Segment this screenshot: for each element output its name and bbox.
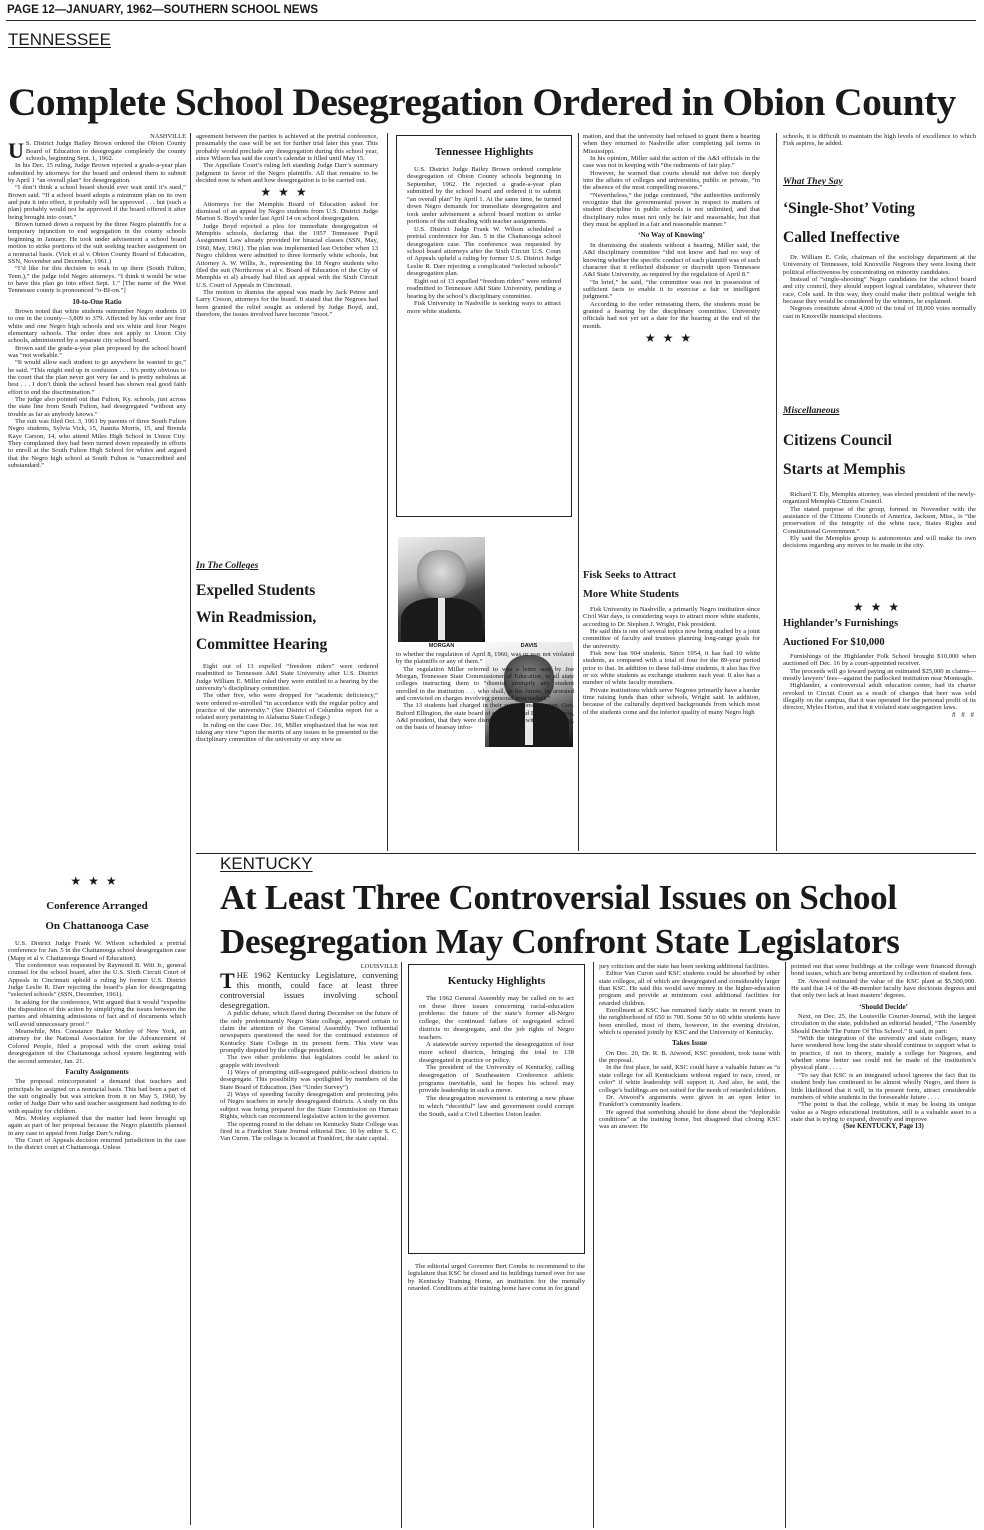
paragraph: Fisk now has 904 students. Since 1954, it has had 10 white students, as compared with a total of four for the 89-year period prior to that. In addition to these full-time students, it also has five or six white students as exchange students each year. It also has a number of white faculty members. bbox=[583, 650, 760, 687]
paragraph: A statewide survey reported the desegregation of four more school districts, bringing the total to 138 desegregated in practice or policy. bbox=[419, 1041, 574, 1064]
paragraph: Dr. William E. Cole, chairman of the sociology department at the University of Tennessee, told Knoxville Negroes they were losing their political effectiveness by concentrating on minority candidates. bbox=[783, 254, 976, 276]
section-label-tennessee: TENNESSEE bbox=[8, 30, 111, 49]
expelled-headline: Expelled Students Win Readmission, Committee Hearing bbox=[196, 582, 328, 653]
drop-cap: U bbox=[8, 138, 24, 164]
column-fisk bbox=[583, 606, 760, 851]
paragraph: agreement between the parties is achieved at the pretrial conference, presumably the case will be set for further trial later this year. This probably would preclude any desegregation during this school year, since Wilson has said the court’s calendar is filled until May 15. bbox=[196, 133, 378, 163]
stars-divider: ★★★ bbox=[260, 185, 314, 200]
column-rule bbox=[785, 962, 786, 1528]
paragraph: U.S. District Judge Bailey Brown ordered complete desegregation of Obion County schools beginning in September, 1962. He rejected a grade-a-year plan submitted by the school board and ordered it to submit “an overall plan” by April 1. At the same time, he turned down Negro demands for immediate desegregation and took under advisement a school board motion to strike portions of the suit dealing with teacher assignments. bbox=[407, 166, 561, 226]
paragraph: mation, and that the university had refused to grant them a hearing when they returned to Nashville after completing jail terms in Mississippi. bbox=[583, 133, 760, 155]
paragraph: Highlander, a controversial adult education center, had its charter revoked in Circuit Court as a result of charges that beer was sold illegally on the campus, that it was operated for the personal profit of its director, Myles Horton, and that it violated state segregation laws. bbox=[783, 682, 976, 712]
column-obion bbox=[8, 133, 186, 869]
box-title: Kentucky Highlights bbox=[447, 975, 546, 987]
column-rule bbox=[593, 962, 594, 1528]
paragraph: Dr. Atwood estimated the value of the KSC plant at $5,500,000. He said that 14 of the 48-member faculty have doctorate degrees and that only two lack at least masters’ degrees. bbox=[791, 977, 976, 1000]
paragraph: He agreed that something should be done about the “deplorable conditions” at the training home, but disagreed that closing KSC was an answer. He bbox=[599, 1108, 780, 1131]
paragraph: Ely said the Memphis group is autonomous and will make its own decisions regarding any moves to be made in the city. bbox=[783, 535, 976, 550]
paragraph: 1) Ways of prompting still-segregated public-school districts to desegregate. This possibility was spotlighted by members of the State Board of Education. (See “Under Survey”) bbox=[220, 1069, 398, 1091]
paragraph: 2) Ways of speeding faculty desegregation and protecting jobs of Negro teachers in newly desegregated districts. A study on this subject was being prepared for the State Commission on Human Rights, which can recommend legislative action to the governor. bbox=[220, 1091, 398, 1121]
paragraph: Editor Van Curon said KSC students could be absorbed by other state colleges, all of which are desegregated and considerably larger than KSC. He said this would save money in the higher-education program and provide at minimum cost additional facilities for retarded children. bbox=[599, 970, 780, 1007]
column-voting bbox=[783, 254, 976, 402]
column-rule bbox=[776, 133, 777, 851]
paragraph: U.S. District Judge Frank W. Wilson scheduled a pretrial conference for Jan. 5 in the Chattanooga school desegregation case (Mapp et al v. Chattanooga Board of Education). bbox=[8, 940, 186, 962]
column-rule bbox=[387, 133, 388, 851]
paragraph: Mrs. Motley explained that the matter had been brought up again as part of her proposal because the Negro plaintiffs planned in any case to appeal from Judge Darr’s ruling. bbox=[8, 1114, 186, 1137]
paragraph: In ruling on the case Dec. 16, Miller emphasized that he was not taking any view “upon the merits of any issues to be presented to the disciplinary committee of the university or any view as bbox=[196, 721, 378, 744]
paragraph: Furnishings of the Highlander Folk School brought $10,000 when auctioned off Dec. 16 by a court-appointed receiver. bbox=[783, 653, 976, 668]
voting-headline: ‘Single-Shot’ Voting Called Ineffective bbox=[783, 200, 915, 246]
paragraph: Enrollment at KSC has remained fairly static in recent years in the neighborhood of 650 to 700. Some 50 to 60 white students have been enrolled, most of them, however, in the evening division, which is operated jointly by KSC and the University of Kentucky. bbox=[599, 1007, 780, 1037]
paragraph: The conference was requested by Raymond B. Witt Jr., general counsel for the school board, after the U.S. Sixth Circuit Court of Appeals in Cincinnati upheld a ruling by former U.S. District Judge Leslie R. Darr rejecting the board’s plan for desegregating “selected schools” (SSN, December, 1961). bbox=[8, 962, 186, 999]
dateline-nashville: NASHVILLE bbox=[150, 133, 186, 140]
paragraph: Instead of “single-shooting” Negro candidates for the school board and city council, they should support logical candidates, whatever their race, Cole said. In this way, they could make their political weight felt because they would be considered by the winners, he explained. bbox=[783, 276, 976, 306]
paragraph: In dismissing the students without a hearing, Miller said, the A&I disciplinary committee “did not know and had no way of knowing whether the specific conduct of each plaintiff was of such character that it reflected dishonor or discredit upon Tennessee A&I State University, as required by the regulation of April 8.” bbox=[583, 241, 760, 279]
subhead: Takes Issue bbox=[671, 1039, 708, 1048]
kicker-miscellaneous: Miscellaneous bbox=[783, 406, 840, 416]
column-rule bbox=[578, 133, 579, 851]
paragraph: jury criticism and the state has been seeking additional facilities. bbox=[599, 963, 770, 970]
paragraph: Brown said the grade-a-year plan proposed by the school board was “not workable.” bbox=[8, 344, 186, 359]
column-citizens bbox=[783, 491, 976, 599]
paragraph: The stated purpose of the group, formed in November with the assistance of the Citizens Councils of America, Jackson, Miss., is “the preservation of the integrity of the white race, States Rights and Constitutional Government.” bbox=[783, 505, 976, 535]
paragraph: Eight out of 13 expelled “freedom riders” were ordered readmitted to Tennessee A&I State University, pending a hearing by the school’s disciplinary committee. bbox=[407, 277, 561, 300]
column-kentucky-1 bbox=[220, 963, 398, 1528]
paragraph: Next, on Dec. 25, the Louisville Courier-Journal, with the largest circulation in the state, published an editorial headed, “The Assembly Should Decide The Future Of This School.” It said, in part: bbox=[791, 1013, 976, 1035]
paragraph: The 1962 General Assembly may be called on to act on these three issues concerning racial-education problems: the future of the state’s former all-Negro college, the continued failure of segregated school districts to desegregate, and the job rights of Negro teachers. bbox=[419, 995, 574, 1041]
kentucky-highlights-box bbox=[408, 964, 585, 1254]
page-folio: PAGE 12—JANUARY, 1962—SOUTHERN SCHOOL NEWS bbox=[7, 4, 318, 16]
paragraph: The other five, who were dropped for “academic deficiency,” were ordered re-enrolled “in accordance with the regular policy and practice of the university.” (See District of Columbia report for a related story pertaining to Alabama State College.) bbox=[196, 692, 378, 722]
paragraph: Dr. Atwood’s arguments were given in an open letter to Frankfort’s community leaders. bbox=[599, 1093, 780, 1109]
subhead: ‘Should Decide’ bbox=[859, 1002, 908, 1011]
column-ruling bbox=[583, 133, 760, 560]
column-rule bbox=[401, 962, 402, 1528]
paragraph: “I’d like for this decision to soak in up there (South Fulton, Tenn.),” the judge told Negro attorneys. “I think it would be wise to have this plan go into effect Sept. 1.” [The name of the West Tennessee county is pronounced “o-BI-on.”] bbox=[8, 265, 186, 295]
paragraph: The 13 students had charged in their suit against Morgan, Gov. Buford Ellington, the state board of education and Dr. W. S. Davis, A&I president, that they were dismissed June 1 without a hearing, on the basis of hearsay infor- bbox=[396, 702, 574, 732]
paragraph: The desegregation movement is entering a new phase in which “deceitful” law and government could corrupt the South, said a Civil Liberties Union leader. bbox=[419, 1095, 574, 1118]
box-title: Tennessee Highlights bbox=[434, 146, 534, 158]
kicker-in-the-colleges: In The Colleges bbox=[196, 561, 259, 571]
jump-line: (See KENTUCKY, Page 13) bbox=[843, 1123, 924, 1131]
dateline-louisville: LOUISVILLE bbox=[360, 963, 398, 970]
column-kentucky-2 bbox=[408, 1263, 585, 1528]
caption-davis: DAVIS bbox=[520, 643, 538, 649]
paragraph: Negroes constitute about 4,000 of the total of 18,000 votes normally cast in Knoxville municipal elections. bbox=[783, 305, 976, 320]
drop-cap: T bbox=[220, 968, 235, 994]
paragraph: to whether the regulation of April 8, 1960, was or was not violated by the plaintiffs or any of them.” bbox=[396, 651, 574, 666]
paragraph: “The point is that the college, while it may be losing its unique value as a Negro educational institution, still is a valuable asset to a state that is trying to expand, diversify and improve bbox=[791, 1101, 976, 1123]
subhead: Faculty Assignments bbox=[65, 1067, 129, 1076]
paragraph: “In brief,” he said, “the committee was not in possession of sufficient facts to enable it to exercise a fair or intelligent judgment.” bbox=[583, 278, 760, 301]
section-label-kentucky: KENTUCKY bbox=[220, 854, 313, 873]
paragraph: schools, it is difficult to maintain the high levels of excellence to which Fisk aspires, he added. bbox=[783, 133, 976, 148]
paragraph: The regulation Miller referred to was a letter sent by Joe Morgan, Tennessee State Commissioner of Education, to all state colleges instructing them to “dismiss promptly any student enrolled in the institution . . . who shall, in the future, be arrested and convicted on charges involving personal misconduct.” bbox=[396, 665, 574, 703]
paragraph: Meanwhile, Mrs. Constance Baker Motley of New York, an attorney for the National Association for the Advancement of Colored People, filed a proposal with the court asking total desegregation of the Chattanooga school system beginning with the second semester, Jan. 21. bbox=[8, 1028, 186, 1065]
paragraph: The two other problems that legislators could be asked to grapple with involved: bbox=[220, 1054, 398, 1069]
paragraph: The suit was filed Oct. 3, 1961 by parents of three South Fulton Negro students, Sylvia Vick, 15, Juanita Morris, 15, and Brenda Kaye Carson, 14, who attend Miles High School in Union City. They complained they had been turned down repeatedly in efforts to enroll at the South Fulton High School for whites and argued that the Negro high school at South Fulton is “unaccredited and substandard.” bbox=[8, 418, 186, 470]
paragraph: The motion to dismiss the appeal was made by Jack Petree and Larry Creson, attorneys for the board. It stated that the Negroes had been granted the relief sought as ordered by Judge Boyd, and, therefore, the issues involved have become “moot.” bbox=[196, 288, 378, 318]
stars-divider: ★★★ bbox=[852, 600, 907, 614]
kentucky-lead: HE 1962 Kentucky Legislature, convening this month, could face at least three controversial issues involving school desegregation. bbox=[220, 970, 398, 1011]
citizens-headline: Citizens Council Starts at Memphis bbox=[783, 432, 906, 478]
paragraph: Fisk University in Nashville, a primarily Negro institution since Civil War days, is considering ways to attract more white students, according to Dr. Stephen J. Wright, Fisk president. bbox=[583, 606, 760, 628]
headline-obion: Complete School Desegregation Ordered in Obion County bbox=[8, 80, 956, 124]
paragraph: pointed out that some buildings at the college were financed through bond issues, which are being amortized by collection of student fees. bbox=[791, 963, 976, 978]
column-memphis bbox=[196, 133, 378, 553]
subhead: 10-to-One Ratio bbox=[72, 297, 122, 306]
paragraph: “To say that KSC is an integrated school ignores the fact that its student body has continued to be almost wholly Negro, and there is little likelihood that it will, in its present form, attract considerable numbers of white students in the foreseeable future . . . . bbox=[791, 1071, 976, 1101]
paragraph: However, he warned that courts should not delve too deeply into the affairs of colleges and universities, public or private, “in the absence of the most compelling reasons.” bbox=[583, 169, 760, 192]
column-highlander bbox=[783, 653, 976, 849]
paragraph: In the first place, he said, KSC could have a valuable future as “a state college for all Kentuckians without regard to race, creed, or color” if white leadership will support it. And also, he said, the college’s buildings are not suited for the needs of retarded children. bbox=[599, 1064, 780, 1094]
paragraph: The editorial urged Governor Bert Combs to recommend to the legislature that KSC be closed and its buildings turned over for use by Kentucky Training Home, an institution for the mentally retarded. Conditions at the training home have come in for grand bbox=[408, 1263, 585, 1293]
paragraph: Eight out of 13 expelled “freedom riders” were ordered readmitted to Tennessee A&I State University after U.S. District Judge William E. Miller ruled they were entitled to a hearing by the university’s disciplinary committee. bbox=[196, 663, 378, 693]
paragraph: The opening round in the debate on Kentucky State College was fired in a Frankfort State Journal editorial Dec. 10 by editor S. C. Van Curon. The college is located at Frankfort, the state capital. bbox=[220, 1120, 398, 1143]
paragraph: U.S. District Judge Frank W. Wilson scheduled a pretrial conference for Jan. 5 in the Chattanooga school desegregation case. The conference was requested by school board attorneys after the Sixth Circuit U.S. Court of Appeals upheld a ruling by former U.S. District Judge Leslie R. Darr rejecting a complicated “selected schools” desegregation plan. bbox=[407, 225, 561, 278]
paragraph: “Nevertheless,” the judge continued, “the authorities uniformly recognize that the governmental power in respect to matters of student discipline in public schools is not unlimited, and that disciplinary rules must not only be fair and reasonable, but that they must be applied in a fair and reasonable manner.” bbox=[583, 191, 760, 229]
highlander-headline: Highlander’s Furnishings Auctioned For $10,000 bbox=[783, 618, 899, 648]
column-rule bbox=[190, 133, 191, 1525]
paragraph: Private institutions which serve Negroes primarily have a harder time raising funds than other schools, Wright said. In addition, because of the culturally deprived backgrounds from which most of the students come and the inferior quality of many Negro high bbox=[583, 686, 760, 716]
paragraph: Judge Boyd rejected a plea for immediate desegregation of Memphis schools, declaring that the 1957 Tennessee Pupil Assignment Law already provided for biracial classes (SSN, May, 1960, May, 1961). The plan was implemented last October when 13 Negro children were admitted to three formerly white schools, but Attorney A. W. Willis, Jr., representing the 18 Negro students who filed the suit (Northcross et al v. Board of Education of the City of Memphis et al) already had filed an appeal with the Sixth Circuit U.S. Court of Appeals in Cincinnati. bbox=[196, 222, 378, 289]
headline-kentucky: At Least Three Controversial Issues on School Desegregation May Confront State Legislators bbox=[220, 878, 900, 961]
kicker-what-they-say: What They Say bbox=[783, 177, 843, 187]
stars-divider: ★★★ bbox=[70, 874, 124, 888]
paragraph: According to the order reinstating them, the students must be granted a hearing by the disciplinary committee. University officials had not yet set a date for the hearing at the end of the month. bbox=[583, 300, 760, 330]
paragraph: In his Dec. 15 ruling, Judge Brown rejected a grade-a-year plan submitted by attorneys for the board and ordered them to submit by April 1 “an overall plan” for desegregation. bbox=[8, 162, 186, 185]
paragraph: The Appellate Court’s ruling left standing Judge Darr’s summary judgment in favor of the Negro plaintiffs. All that remains to be decided now is when and how desegregation is to be carried out. bbox=[196, 162, 378, 185]
paragraph: In his opinion, Miller said the action of the A&I officials in the case was not in keeping with “the rudiments of fair play.” bbox=[583, 155, 760, 170]
paragraph: The Court of Appeals decision returned jurisdiction in the case to the district court at Chattanooga. Unless bbox=[8, 1136, 186, 1152]
paragraph: The proposal reincorporated a demand that teachers and principals be assigned on a nonracial basis. This had been a part of the suit originally but was stricken from it on May 5, 1960, by order of Judge Darr who said teacher assignment had nothing to do with equality for children. bbox=[8, 1078, 186, 1115]
header-rule bbox=[6, 20, 976, 21]
column-expelled-cont bbox=[396, 651, 574, 853]
paragraph: “It would allow each student to go anywhere he wanted to go,” he said. “This might end up in confusion . . . It’s pretty obvious to the court that the plan never got very far and is pretty nebulous at best . . . I don’t think the school board has shown real good faith effort to end the discrimination.” bbox=[8, 359, 186, 396]
paragraph: On Dec. 20, Dr. R. B. Atwood, KSC president, took issue with the proposal. bbox=[599, 1049, 780, 1065]
tennessee-highlights-box bbox=[396, 135, 572, 517]
photo-morgan bbox=[398, 537, 485, 642]
paragraph: He said this is one of several topics now being studied by a joint committee of faculty and trustees planning long-range goals for the university. bbox=[583, 628, 760, 650]
column-kentucky-3 bbox=[599, 963, 780, 1528]
end-mark: # # # bbox=[952, 710, 976, 719]
paragraph: In asking for the conference, Witt argued that it would “expedite the disposition of this action by simplifying the issues between the parties and obtaining admissions of fact and of documents which will avoid unnecessary proof.” bbox=[8, 998, 186, 1028]
paragraph: Richard T. Ely, Memphis attorney, was elected president of the newly-organized Memphis Citizens Council. bbox=[783, 491, 976, 506]
fisk-headline: Fisk Seeks to Attract More White Students bbox=[583, 570, 679, 600]
paragraph: The proceeds will go toward paying an estimated $25,000 in claims—mostly lawyers’ fees—against the padlocked institution near Monteagle. bbox=[783, 667, 976, 683]
chatt-headline: Conference Arranged On Chattanooga Case bbox=[45, 900, 149, 932]
paragraph: Brown noted that white students outnumber Negro students 10 to one in the county—3,809 to 379. Affected by his order are four white and one Negro high schools and six white and four Negro elementary schools. The order does not apply to Union City schools, administered by a separate city school board. bbox=[8, 307, 186, 345]
paragraph: “With the integration of the university and state colleges, many have wondered how long the state should continue to support what is in practice, if not in theory, mainly a college for Negroes, and whether some better use could not be made of the institution’s physical plant . . . . bbox=[791, 1035, 976, 1072]
column-expelled bbox=[196, 663, 378, 853]
paragraph: “I don’t think a school board should ever wait until it’s sued,” Brown said. “If a school board adopts a minimum plan on its own and puts it into effect, it probably will be approved . . . but (such a plan) probably would not be approved if the board offered it after being brought into court.” bbox=[8, 184, 186, 221]
paragraph: The president of the University of Kentucky, calling desegregation of Southeastern Conference athletic programs inevitable, said he hopes his school may provide leadership in such a move. bbox=[419, 1064, 574, 1095]
section-rule bbox=[196, 853, 976, 854]
paragraph: Fisk University in Nashville is seeking ways to attract more white students. bbox=[407, 300, 561, 315]
paragraph: A public debate, which flared during December on the future of the only predominantly Negro State college, appeared certain to claim the attention of the General Assembly. Two influential newspapers questioned the need for the continued existence of Kentucky State College in its present form. This view was promptly disputed by the college president. bbox=[220, 1010, 398, 1055]
column-fisk-end bbox=[783, 133, 976, 163]
obion-lead: U S. District Judge Bailey Brown ordered the Obion County Board of Education to desegregate completely the county schools, beginning Sept. 1, 1962. bbox=[8, 138, 186, 164]
paragraph: Attorneys for the Memphis Board of Education asked for dismissal of an appeal by Negro students from U.S. District Judge Marion S. Boyd’s order last April 14 on school desegregation. bbox=[196, 200, 378, 223]
paragraph: Brown turned down a request by the three Negro plaintiffs for a temporary injunction to end segregation in the county schools beginning in January. He took under advisement a school board motion to strike portions of the suit seeking teacher assignment on a nonracial basis. (Vick et al v. Obion County Board of Education, SSN, November and December, 1961.) bbox=[8, 221, 186, 265]
caption-morgan: MORGAN bbox=[428, 643, 455, 649]
subhead: ‘No Way of Knowing’ bbox=[638, 231, 705, 240]
column-kentucky-4 bbox=[791, 963, 976, 1528]
column-chattanooga bbox=[8, 940, 186, 1525]
stars-divider: ★★★ bbox=[644, 330, 699, 345]
paragraph: The judge also pointed out that Fulton, Ky. schools, just across the state line from South Fulton, had desegregated “without any trouble as far as anybody knows.” bbox=[8, 396, 186, 418]
